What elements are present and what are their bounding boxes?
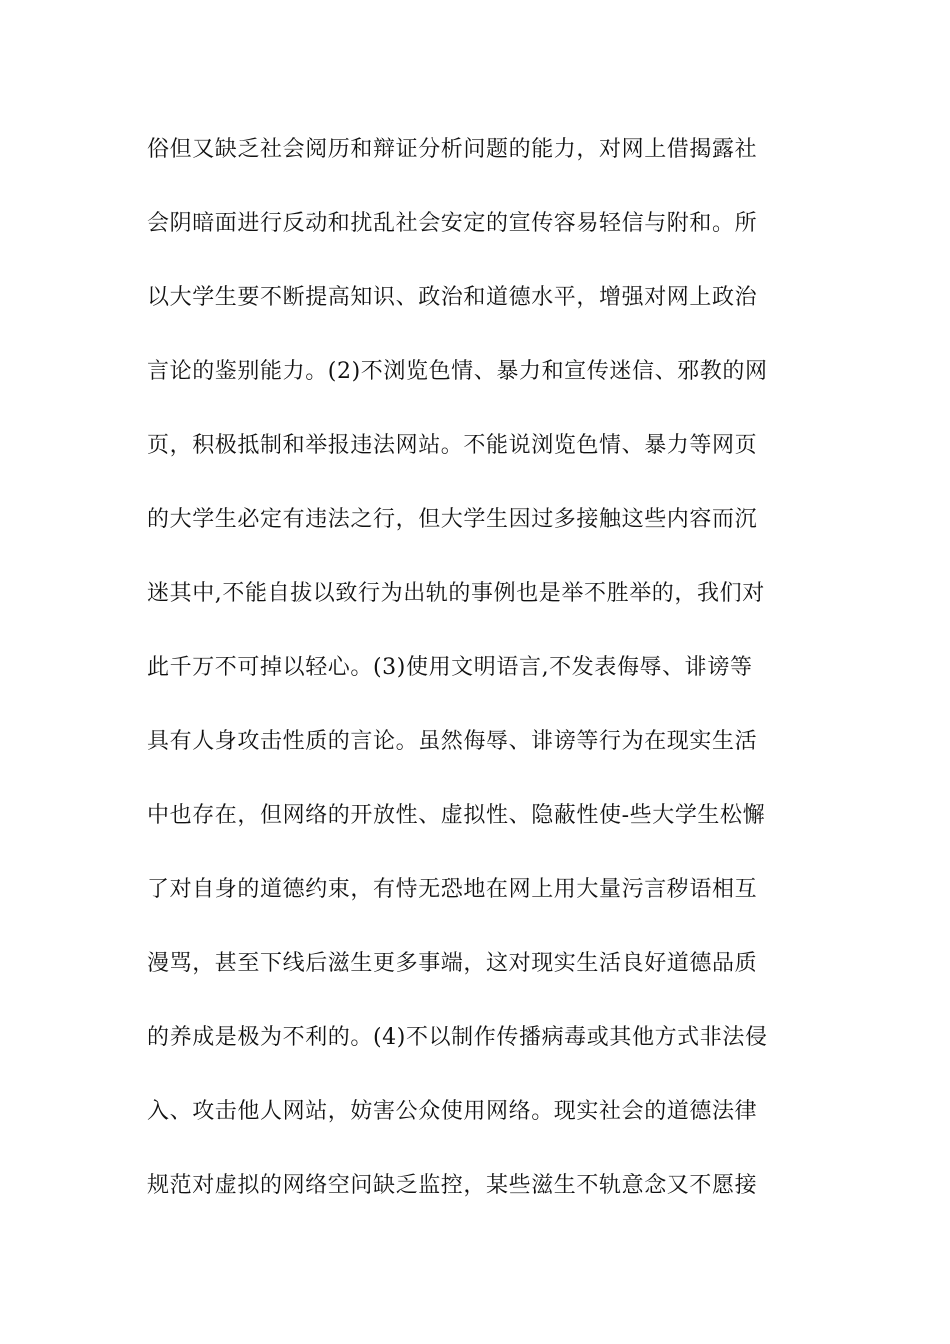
text-line: 的大学生必定有违法之行，但大学生因过多接触这些内容而沉: [147, 507, 758, 532]
text-line: 的养成是极为不利的。(4)不以制作传播病毒或其他方式非法侵: [147, 1025, 768, 1050]
text-line: 以大学生要不断提高知识、政治和道德水平，增强对网上政治: [147, 285, 758, 310]
text-line: 迷其中,不能自拔以致行为出轨的事例也是举不胜举的，我们对: [147, 581, 765, 606]
text-line: 此千万不可掉以轻心。(3)使用文明语言,不发表侮辱、诽谤等: [147, 655, 753, 680]
text-line: 了对自身的道德约束，有恃无恐地在网上用大量污言秽语相互: [147, 877, 758, 902]
text-line: 具有人身攻击性质的言论。虽然侮辱、诽谤等行为在现实生活: [147, 729, 758, 754]
body-text: [147, 131, 807, 1241]
text-line: 言论的鉴别能力。(2)不浏览色情、暴力和宣传迷信、邪教的网: [147, 359, 768, 384]
text-line: 会阴暗面进行反动和扰乱社会安定的宣传容易轻信与附和。所: [147, 211, 758, 236]
text-line: 入、攻击他人网站，妨害公众使用网络。现实社会的道德法律: [147, 1099, 758, 1124]
text-line: 漫骂，甚至下线后滋生更多事端，这对现实生活良好道德品质: [147, 951, 758, 976]
text-line: 中也存在，但网络的开放性、虚拟性、隐蔽性使-些大学生松懈: [147, 803, 766, 828]
text-line: 俗但又缺乏社会阅历和辩证分析问题的能力，对网上借揭露社: [147, 137, 758, 162]
text-line: 页，积极抵制和举报违法网站。不能说浏览色情、暴力等网页: [147, 433, 758, 458]
text-line: 规范对虚拟的网络空问缺乏监控，某些滋生不轨意念又不愿接: [147, 1173, 758, 1198]
